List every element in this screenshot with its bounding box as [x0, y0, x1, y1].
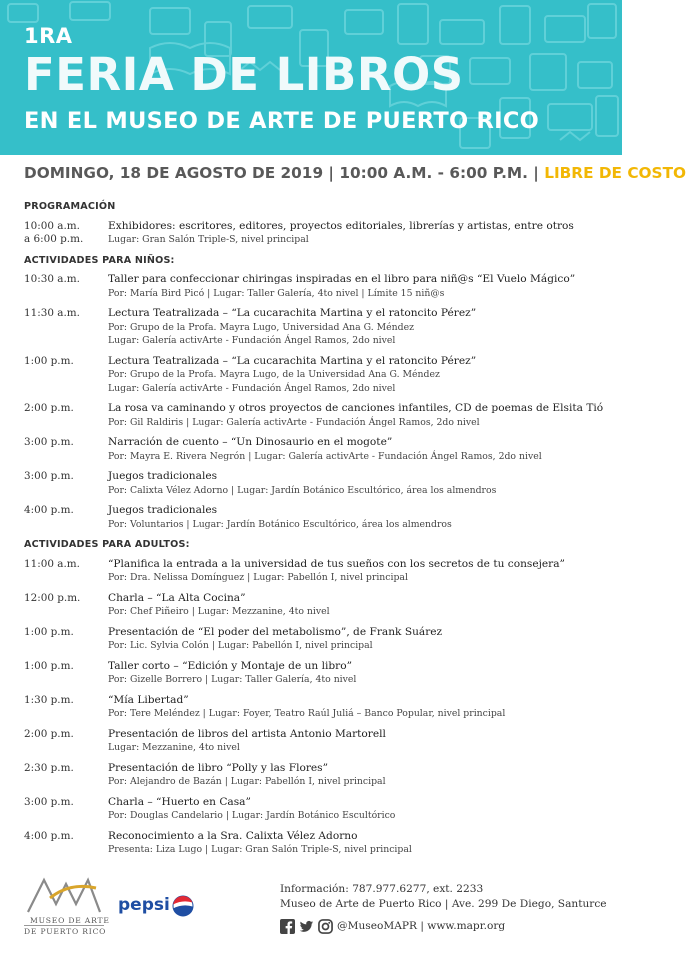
activity-title: Reconocimiento a la Sra. Calixta Vélez Adorno — [108, 829, 358, 842]
schedule-time: 2:30 p.m. — [24, 761, 74, 774]
twitter-icon[interactable] — [299, 919, 314, 934]
schedule-item — [24, 796, 614, 823]
activity-detail: Por: Tere Meléndez | Lugar: Foyer, Teatro Raúl Juliá – Banco Popular, nivel principal — [108, 708, 506, 719]
pepsi-logo-text: pepsi — [118, 895, 170, 915]
activity-title: Lectura Teatralizada – “La cucarachita Martina y el ratoncito Pérez” — [108, 307, 477, 319]
schedule-item — [24, 558, 614, 585]
schedule-description — [108, 355, 614, 396]
activity-title: Lectura Teatralizada – “La cucarachita Martina y el ratoncito Pérez” — [108, 354, 477, 367]
schedule-description — [108, 796, 614, 823]
museum-logo-icon — [26, 874, 102, 914]
schedule-description — [108, 592, 614, 619]
logo-divider — [24, 925, 104, 926]
schedule-item — [24, 762, 614, 789]
activity-title: La rosa va caminando y otros proyectos de canciones infantiles, CD de poemas de Elsita Tió — [108, 402, 604, 414]
separator: | — [328, 164, 335, 182]
schedule-time: 1:00 p.m. — [24, 659, 74, 672]
schedule-item — [24, 220, 614, 247]
activity-detail: Lugar: Galería activArte - Fundación Ángel Ramos, 2do nivel — [108, 382, 396, 394]
schedule-time: 4:00 p.m. — [24, 829, 74, 842]
schedule-item — [24, 660, 614, 687]
activity-detail: Lugar: Mezzanine, 4to nivel — [108, 742, 240, 753]
schedule-description — [108, 660, 614, 687]
schedule-time: 2:00 p.m. — [24, 402, 74, 414]
schedule-item — [24, 436, 614, 463]
schedule-description — [108, 558, 614, 585]
activity-detail: Por: Gil Raldiris | Lugar: Galería activArte - Fundación Ángel Ramos, 2do nivel — [108, 416, 480, 428]
schedule-time: 1:00 p.m. — [24, 354, 74, 367]
social-handle: @MuseoMAPR | www.mapr.org — [337, 920, 506, 932]
schedule-time: 3:00 p.m. — [24, 470, 74, 482]
activity-detail: Por: Lic. Sylvia Colón | Lugar: Pabellón I, nivel principal — [108, 640, 373, 651]
activity-detail: Por: Voluntarios | Lugar: Jardín Botánico Escultórico, área los almendros — [108, 518, 452, 530]
activity-detail: Por: María Bird Picó | Lugar: Taller Galería, 4to nivel | Límite 15 niñ@s — [108, 287, 445, 299]
schedule-item — [24, 504, 614, 531]
section-heading-kids: ACTIVIDADES PARA NIÑOS: — [24, 254, 175, 266]
schedule-item — [24, 355, 614, 396]
schedule-time: 12:00 p.m. — [24, 591, 81, 604]
activity-detail: Por: Calixta Vélez Adorno | Lugar: Jardín Botánico Escultórico, área los almendros — [108, 484, 497, 496]
footer — [0, 870, 622, 960]
page-title: FERIA DE LIBROS — [24, 48, 464, 101]
activity-title: Presentación de “El poder del metabolismo”, de Frank Suárez — [108, 625, 443, 638]
schedule-item — [24, 830, 614, 857]
schedule-time: 11:00 a.m. — [24, 557, 80, 570]
activity-title: Charla – “La Alta Cocina” — [108, 591, 246, 604]
museum-logo-text: MUSEO DE ARTE — [30, 916, 110, 925]
schedule-time: 2:00 p.m. — [24, 727, 74, 740]
schedule-description — [108, 470, 614, 497]
schedule-description — [108, 762, 614, 789]
activity-detail: Por: Alejandro de Bazán | Lugar: Pabellón I, nivel principal — [108, 776, 386, 787]
activity-title: Exhibidores: escritores, editores, proyectos editoriales, librerías y artistas, entre otros — [108, 219, 574, 232]
schedule-item — [24, 626, 614, 653]
instagram-icon[interactable] — [318, 919, 333, 934]
activity-detail: Presenta: Liza Lugo | Lugar: Gran Salón Triple-S, nivel principal — [108, 844, 412, 855]
page-subtitle: EN EL MUSEO DE ARTE DE PUERTO RICO — [24, 108, 540, 134]
schedule-time: 10:00 a.m. a 6:00 p.m. — [24, 219, 84, 245]
section-heading-program: PROGRAMACIÓN — [24, 201, 116, 212]
contact-info — [280, 882, 620, 912]
schedule-description — [108, 307, 614, 348]
program-list — [24, 220, 614, 247]
schedule-item — [24, 694, 614, 721]
schedule-item — [24, 728, 614, 755]
info-phone: Información: 787.977.6277, ext. 2233 — [280, 883, 484, 895]
activity-detail: Por: Dra. Nelissa Domínguez | Lugar: Pabellón I, nivel principal — [108, 572, 408, 583]
schedule-description — [108, 220, 614, 247]
activity-detail: Por: Gizelle Borrero | Lugar: Taller Galería, 4to nivel — [108, 674, 357, 685]
activity-title: Juegos tradicionales — [108, 470, 218, 482]
schedule-item — [24, 402, 614, 429]
activity-detail: Por: Douglas Candelario | Lugar: Jardín Botánico Escultórico — [108, 810, 396, 821]
event-hours: 10:00 A.M. - 6:00 P.M. — [339, 164, 528, 182]
schedule-description — [108, 626, 614, 653]
activity-title: Juegos tradicionales — [108, 504, 218, 516]
schedule-description — [108, 402, 614, 429]
separator: | — [533, 164, 539, 182]
facebook-icon[interactable] — [280, 919, 295, 934]
section-heading-adults: ACTIVIDADES PARA ADULTOS: — [24, 539, 190, 550]
edition-label: 1RA — [24, 24, 73, 48]
adults-activity-list — [24, 558, 614, 857]
schedule-item — [24, 307, 614, 348]
schedule-item — [24, 273, 614, 300]
schedule-time: 3:00 p.m. — [24, 436, 74, 448]
schedule-description — [108, 436, 614, 463]
schedule-time: 1:00 p.m. — [24, 625, 74, 638]
schedule-time: 4:00 p.m. — [24, 504, 74, 516]
event-dateline — [24, 164, 686, 182]
activity-detail: Por: Grupo de la Profa. Mayra Lugo, de la Universidad Ana G. Méndez — [108, 369, 440, 380]
schedule-description — [108, 273, 614, 300]
activity-title: “Planifica la entrada a la universidad de tus sueños con los secretos de tu consejera” — [108, 557, 565, 570]
activity-detail: Por: Chef Piñeiro | Lugar: Mezzanine, 4to nivel — [108, 606, 330, 617]
schedule-description — [108, 694, 614, 721]
header-banner — [0, 0, 622, 155]
event-date: DOMINGO, 18 DE AGOSTO DE 2019 — [24, 164, 324, 182]
museum-logo-text: DE PUERTO RICO — [24, 927, 107, 936]
kids-activity-list — [24, 273, 614, 531]
schedule-time: 10:30 a.m. — [24, 273, 80, 285]
pepsi-globe-icon — [172, 895, 194, 917]
activity-detail: Por: Mayra E. Rivera Negrón | Lugar: Galería activArte - Fundación Ángel Ramos, 2do nivel — [108, 450, 542, 462]
schedule-item — [24, 470, 614, 497]
program-schedule — [24, 198, 614, 864]
activity-detail: Lugar: Gran Salón Triple-S, nivel principal — [108, 234, 309, 245]
activity-title: Presentación de libro “Polly y las Flores” — [108, 761, 329, 774]
activity-title: Narración de cuento – “Un Dinosaurio en el mogote” — [108, 436, 393, 448]
schedule-time: 1:30 p.m. — [24, 693, 74, 706]
info-address: Museo de Arte de Puerto Rico | Ave. 299 De Diego, Santurce — [280, 898, 607, 910]
activity-title: Taller corto – “Edición y Montaje de un libro” — [108, 659, 353, 672]
price-badge: LIBRE DE COSTO — [544, 164, 686, 182]
activity-title: “Mía Libertad” — [108, 693, 189, 706]
schedule-item — [24, 592, 614, 619]
schedule-time: 11:30 a.m. — [24, 307, 80, 319]
social-links — [280, 917, 505, 935]
activity-detail: Lugar: Galería activArte - Fundación Ángel Ramos, 2do nivel — [108, 335, 396, 346]
schedule-description — [108, 830, 614, 857]
activity-title: Charla – “Huerto en Casa” — [108, 795, 251, 808]
activity-detail: Por: Grupo de la Profa. Mayra Lugo, Universidad Ana G. Méndez — [108, 321, 415, 333]
schedule-time: 3:00 p.m. — [24, 795, 74, 808]
activity-title: Presentación de libros del artista Antonio Martorell — [108, 727, 386, 740]
schedule-description — [108, 504, 614, 531]
activity-title: Taller para confeccionar chiringas inspiradas en el libro para niñ@s “El Vuelo Mágico” — [108, 273, 576, 285]
schedule-description — [108, 728, 614, 755]
